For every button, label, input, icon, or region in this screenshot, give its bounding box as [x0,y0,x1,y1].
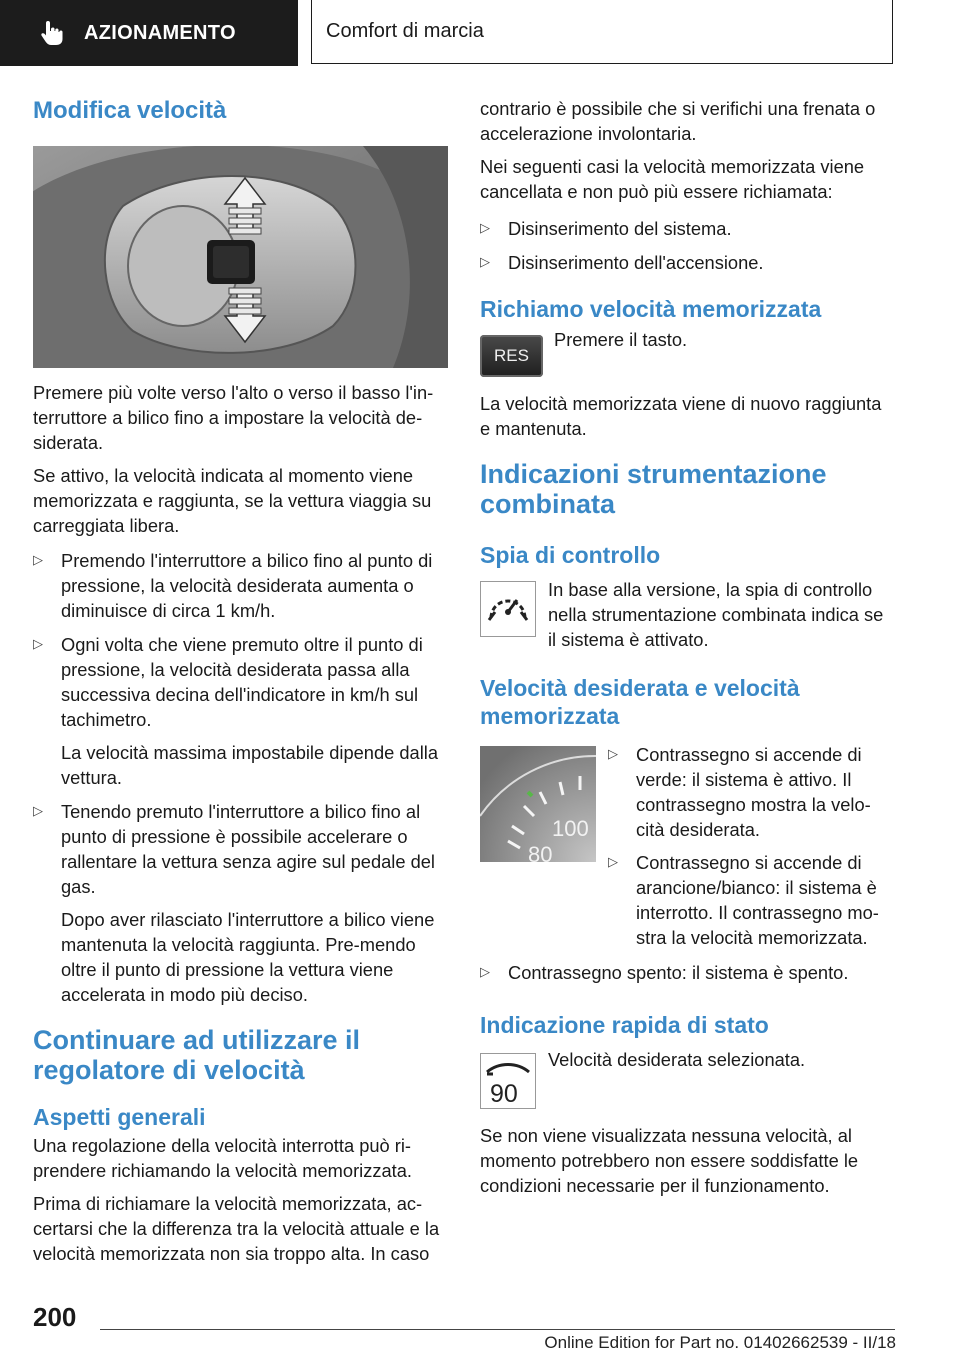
res-row [480,329,895,377]
list-subparagraph: La velocità massima impostabile dipende dalla vettura. [61,742,439,788]
bullet-triangle-icon: ▷ [480,964,490,979]
bullet-triangle-icon: ▷ [480,220,490,235]
footer-divider [100,1329,895,1330]
paragraph: La velocità memorizzata viene di nuovo raggiunta e mantenuta. [480,393,882,439]
paragraph: Se non viene visualizzata nessuna velocità, al momento potrebbero non essere soddisfatte le condizioni necessarie per il funzionamento. [480,1125,859,1196]
list-item: ▷ Ogni volta che viene premuto oltre il punto di pressione, la velocità desiderata passa alla successiva decina dell'indicatore in km/h sul tachimetro. [33,634,423,730]
heading-indicazione-rapida: Indicazione rapida di stato [480,1012,769,1038]
heading-indicazioni: Indicazioni strumentazione combinata [480,459,827,519]
gauge-row [480,746,895,950]
paragraph: contrario è possibile che si verifichi una frenata o accelerazione involontaria. [480,98,876,144]
paragraph: Prima di richiamare la velocità memorizzata, ac-certarsi che la differenza tra la velocità attuale e la velocità memorizzata non sia troppo alta. In caso [33,1193,440,1264]
svg-text:80: 80 [528,842,553,862]
bullet-triangle-icon: ▷ [33,803,43,818]
gauge-list [608,746,895,950]
heading-richiamo: Richiamo velocità memorizzata [480,296,822,322]
rapida-text: Velocità desiderata selezionata. [548,1049,806,1070]
heading-modifica-velocita: Modifica velocità [33,97,227,124]
heading-velocita-desiderata: Velocità desiderata e velocità memorizzata [480,675,800,729]
chapter-tab[interactable] [311,0,893,64]
page-number: 200 [33,1302,77,1332]
edition-text: Online Edition for Part no. 01402662539 - II/18 [544,1333,896,1352]
paragraph: Una regolazione della velocità interrotta può ri-prendere richiamando la velocità memorizzata. [33,1135,413,1181]
bullet-triangle-icon: ▷ [33,552,43,567]
steering-wheel-photo [33,146,448,368]
bullet-triangle-icon: ▷ [608,854,618,869]
list-item: ▷ Premendo l'interruttore a bilico fino al punto di pressione, la velocità desiderata aumenta o diminuisce di circa 1 km/h. [33,550,433,621]
list-subparagraph: Dopo aver rilasciato l'interruttore a bilico viene mantenuta la velocità raggiunta. Pre-mendo oltre il punto di pressione la vettura viene accelerata in modo più deciso. [61,909,435,1005]
svg-text:100: 100 [552,816,589,841]
cruise-control-icon [480,581,536,637]
section-label: AZIONAMENTO [84,21,236,44]
paragraph: Premere più volte verso l'alto o verso il basso l'in-terruttore a bilico fino a impostare la velocità de-siderata. [33,382,434,453]
heading-spia-controllo: Spia di controllo [480,542,661,568]
rapida-row [480,1051,895,1109]
list-item: ▷ Contrassegno spento: il sistema è spento. [480,962,849,983]
hand-pointer-icon [40,20,64,46]
bullet-triangle-icon: ▷ [480,254,490,269]
spia-text: In base alla versione, la spia di controllo nella strumentazione combinata indica se il sistema è attivato. [548,579,884,650]
rocker-switch-illustration [33,146,448,368]
spia-row [480,577,895,652]
page-header [0,0,960,66]
speed-gauge-icon [480,746,596,862]
heading-aspetti-generali: Aspetti generali [33,1104,206,1130]
bullet-triangle-icon: ▷ [608,746,618,761]
list-item: ▷ Contrassegno si accende di arancione/bianco: il sistema è interrotto. Il contrassegno mo-stra la velocità memorizzata. [608,852,879,948]
res-button-icon: RES [480,335,543,377]
section-tab[interactable] [0,0,298,66]
paragraph: Nei seguenti casi la velocità memorizzata viene cancellata e non può più essere richiamata: [480,156,865,202]
list-item: ▷ Contrassegno si accende di verde: il sistema è attivo. Il contrassegno mostra la velo-cità desiderata. [608,744,871,840]
quick-status-icon [480,1053,536,1109]
bullet-triangle-icon: ▷ [33,636,43,651]
heading-continuare: Continuare ad utilizzare il regolatore di velocità [33,1025,361,1085]
list-item: ▷ Tenendo premuto l'interruttore a bilico fino al punto di pressione è possibile accelerare o rallentare la vettura senza agire sul pedale del gas. [33,801,435,897]
res-text: Premere il tasto. [554,329,688,350]
list-item: ▷ Disinserimento del sistema. [480,218,732,239]
list-item: ▷ Disinserimento dell'accensione. [480,252,764,273]
left-column [33,96,448,1266]
right-column [480,96,895,1198]
svg-text:90: 90 [490,1080,518,1108]
paragraph: Se attivo, la velocità indicata al momento viene memorizzata e raggiunta, se la vettura viaggia su carreggiata libera. [33,465,432,536]
chapter-label: Comfort di marcia [326,20,484,42]
